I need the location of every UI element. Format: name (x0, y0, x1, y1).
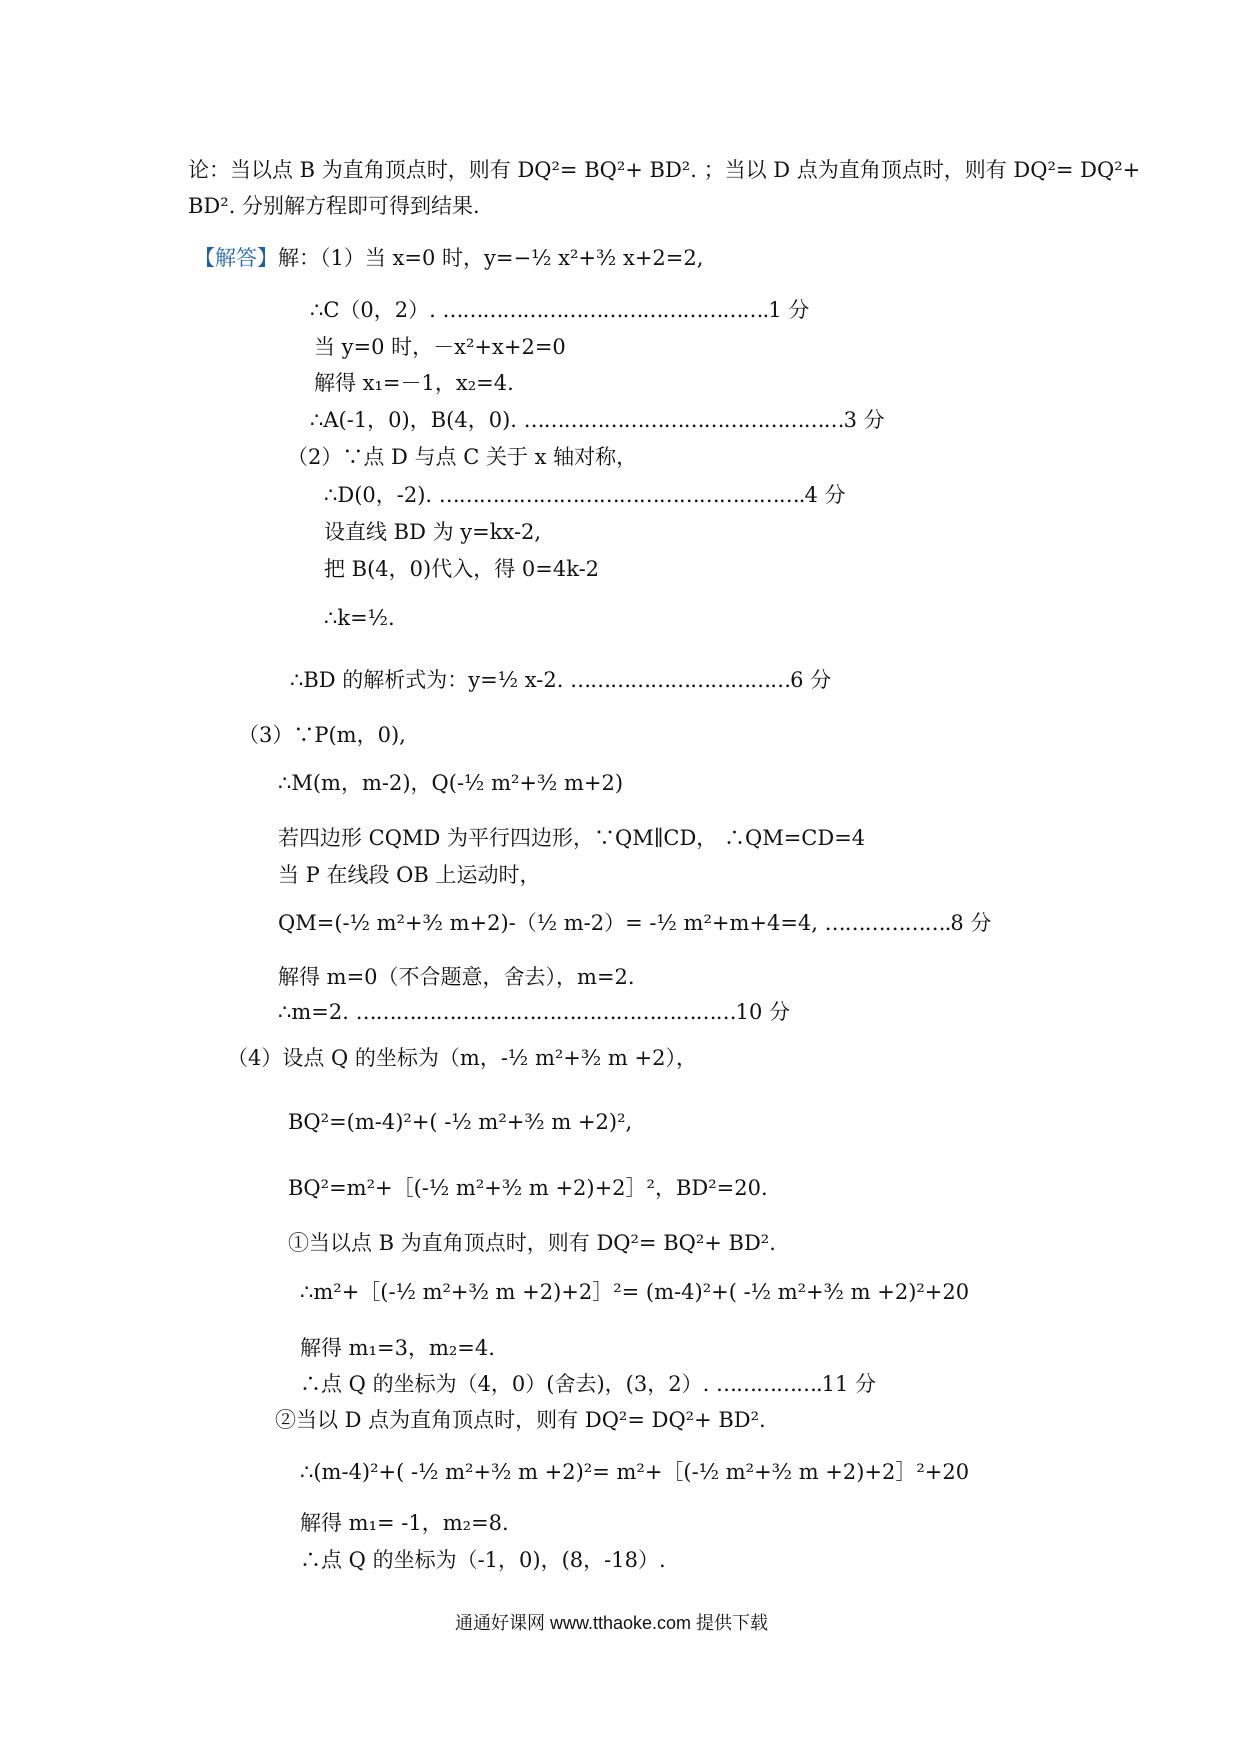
solution-line-29: ∴点 Q 的坐标为（-1，0)，(8，-18）. (300, 1548, 666, 1572)
leader-dots: ………………………………………………. (438, 483, 805, 507)
solution-line-4: 解得 x₁=－1，x₂=4. (314, 371, 514, 395)
solution-line-22: ①当以点 B 为直角顶点时，则有 DQ²= BQ²+ BD². (288, 1231, 776, 1255)
solution-line-10: ∴k=½. (324, 606, 395, 630)
leader-dots: ……………. (715, 1372, 822, 1396)
solution-line-27: ∴(m-4)²+( -½ m²+³⁄₂ m +2)²= m²+［(-½ m²+³⁄₂ m +2)+2］²+20 (300, 1460, 970, 1484)
solution-line-25: ∴点 Q 的坐标为（4，0）(舍去)，(3，2）. …………….11 分 (300, 1372, 877, 1396)
solution-line-19: （4）设点 Q 的坐标为（m，-½ m²+³⁄₂ m +2）， (227, 1046, 697, 1070)
score: 6 分 (790, 668, 832, 692)
solution-line-23: ∴m²+［(-½ m²+³⁄₂ m +2)+2］²= (m-4)²+( -½ m²+³⁄₂ m +2)²+20 (300, 1280, 970, 1304)
solution-line-7: ∴D(0，-2). ……………………………………………….4 分 (324, 483, 846, 507)
solution-line-5: ∴A(-1，0)，B(4，0). …………………………………………3 分 (310, 408, 885, 432)
solution-line-12: （3）∵P(m，0), (238, 723, 406, 747)
solution-line-13: ∴M(m，m-2)，Q(-½ m²+³⁄₂ m+2) (278, 771, 624, 795)
solution-line-26: ②当以 D 点为直角顶点时，则有 DQ²= DQ²+ BD². (275, 1408, 766, 1432)
solution-line-17: 解得 m=0（不合题意，舍去），m=2. (278, 965, 635, 989)
solution-line-11: ∴BD 的解析式为：y=½ x-2. ……………………………6 分 (290, 668, 832, 692)
analysis-line-1: 论：当以点 B 为直角顶点时，则有 DQ²= BQ²+ BD². ；当以 D 点为直角顶点时，则有 DQ²= DQ²+ (188, 158, 1141, 182)
leader-dots: …………………………………………. (442, 298, 769, 322)
score: 8 分 (950, 911, 992, 935)
solution-line-9: 把 B(4，0)代入，得 0=4k-2 (324, 557, 600, 581)
solution-line-21: BQ²=m²+［(-½ m²+³⁄₂ m +2)+2］²，BD²=20. (288, 1176, 768, 1200)
solution-line-20: BQ²=(m-4)²+( -½ m²+³⁄₂ m +2)², (288, 1110, 633, 1134)
analysis-line-2: BD². 分别解方程即可得到结果. (188, 194, 480, 218)
score: 1 分 (768, 298, 810, 322)
leader-dots: …………………………… (570, 668, 791, 692)
leader-dots: ………………………………………… (523, 408, 844, 432)
solution-line-24: 解得 m₁=3，m₂=4. (300, 1336, 495, 1360)
score: 3 分 (843, 408, 885, 432)
solution-line-1: 【解答】解：（1）当 x=0 时，y=−½ x²+³⁄₂ x+2=2, (194, 246, 704, 270)
solution-line-3: 当 y=0 时，－x²+x+2=0 (314, 335, 566, 359)
solution-line-15: 当 P 在线段 OB 上运动时， (278, 863, 541, 887)
solution-line-8: 设直线 BD 为 y=kx-2, (324, 520, 542, 544)
leader-dots: ………………………………………………… (355, 1000, 736, 1024)
score: 4 分 (804, 483, 846, 507)
solution-line-6: （2）∵点 D 与点 C 关于 x 轴对称， (287, 445, 638, 469)
page-footer: 通通好课网 www.tthaoke.com 提供下载 (455, 1613, 769, 1633)
solution-line-14: 若四边形 CQMD 为平行四边形，∵QM∥CD， ∴QM=CD=4 (278, 826, 866, 850)
solution-line-18: ∴m=2. …………………………………………………10 分 (278, 1000, 790, 1024)
solution-line-28: 解得 m₁= -1，m₂=8. (300, 1511, 509, 1535)
solution-line-16: QM=(-½ m²+³⁄₂ m+2)-（½ m-2）= -½ m²+m+4=4, ……………….8 分 (278, 911, 992, 935)
leader-dots: ………………. (824, 911, 951, 935)
answer-tag: 【解答】 (194, 246, 278, 270)
solution-line-2: ∴C（0，2）. ………………………………………….1 分 (310, 298, 810, 322)
score: 10 分 (735, 1000, 790, 1024)
score: 11 分 (821, 1372, 877, 1396)
